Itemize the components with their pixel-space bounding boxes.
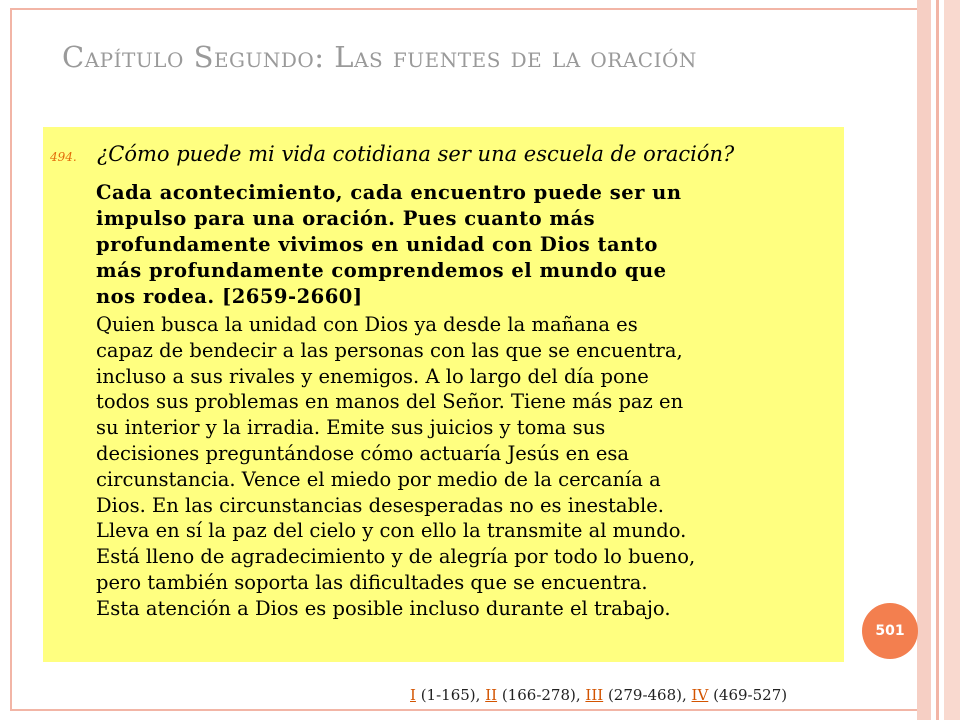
- decorative-band: [944, 0, 960, 720]
- answer-line: impulso para una oración. Pues cuanto más: [96, 207, 596, 230]
- explanation-line: pero también soporta las dificultades que se encuentra.: [96, 570, 648, 594]
- part-link-ii[interactable]: II: [485, 686, 498, 704]
- question-text: ¿Cómo puede mi vida cotidiana ser una escuela de oración?: [97, 142, 735, 166]
- explanation-line: Lleva en sí la paz del cielo y con ello la transmite al mundo.: [96, 519, 687, 543]
- explanation-line: Esta atención a Dios es posible incluso durante el trabajo.: [96, 596, 671, 620]
- part-range: (166-278),: [497, 686, 586, 704]
- explanation-line: capaz de bendecir a las personas con las que se encuentra,: [96, 338, 683, 362]
- frame-left-border: [10, 8, 12, 711]
- answer-line: más profundamente comprendemos el mundo que: [96, 259, 667, 282]
- frame-top-border: [10, 8, 919, 10]
- answer-text: [96, 180, 841, 310]
- question-number: 494.: [50, 150, 77, 164]
- answer-line: Cada acontecimiento, cada encuentro puede ser un: [96, 181, 682, 204]
- explanation-line: su interior y la irradia. Emite sus juicios y toma sus: [96, 416, 606, 440]
- frame-bottom-border: [10, 709, 919, 711]
- part-link-iii[interactable]: III: [585, 686, 604, 704]
- decorative-band: [917, 0, 931, 720]
- explanation-line: incluso a sus rivales y enemigos. A lo largo del día pone: [96, 364, 649, 388]
- explanation-line: Dios. En las circunstancias desesperadas no es inestable.: [96, 493, 664, 517]
- answer-line: nos rodea. [2659-2660]: [96, 285, 363, 308]
- explanation-line: decisiones preguntándose cómo actuaría Jesús en esa: [96, 441, 630, 465]
- part-range: (469-527): [708, 686, 788, 704]
- page-number-badge: 501: [862, 603, 918, 659]
- part-link-i[interactable]: I: [410, 686, 416, 704]
- explanation-line: Quien busca la unidad con Dios ya desde la mañana es: [96, 313, 638, 336]
- explanation-text: [96, 312, 841, 622]
- part-range: (1-165),: [415, 686, 486, 704]
- explanation-line: circunstancia. Vence el miedo por medio de la cercanía a: [96, 467, 661, 491]
- footer-part-links: [410, 686, 850, 704]
- slide-title: Capítulo Segundo: Las fuentes de la oración: [62, 40, 697, 74]
- part-link-iv[interactable]: IV: [691, 686, 709, 704]
- explanation-line: Está lleno de agradecimiento y de alegría por todo lo bueno,: [96, 545, 696, 569]
- explanation-line: todos sus problemas en manos del Señor. Tiene más paz en: [96, 390, 684, 414]
- part-range: (279-468),: [603, 686, 692, 704]
- answer-line: profundamente vivimos en unidad con Dios tanto: [96, 233, 658, 256]
